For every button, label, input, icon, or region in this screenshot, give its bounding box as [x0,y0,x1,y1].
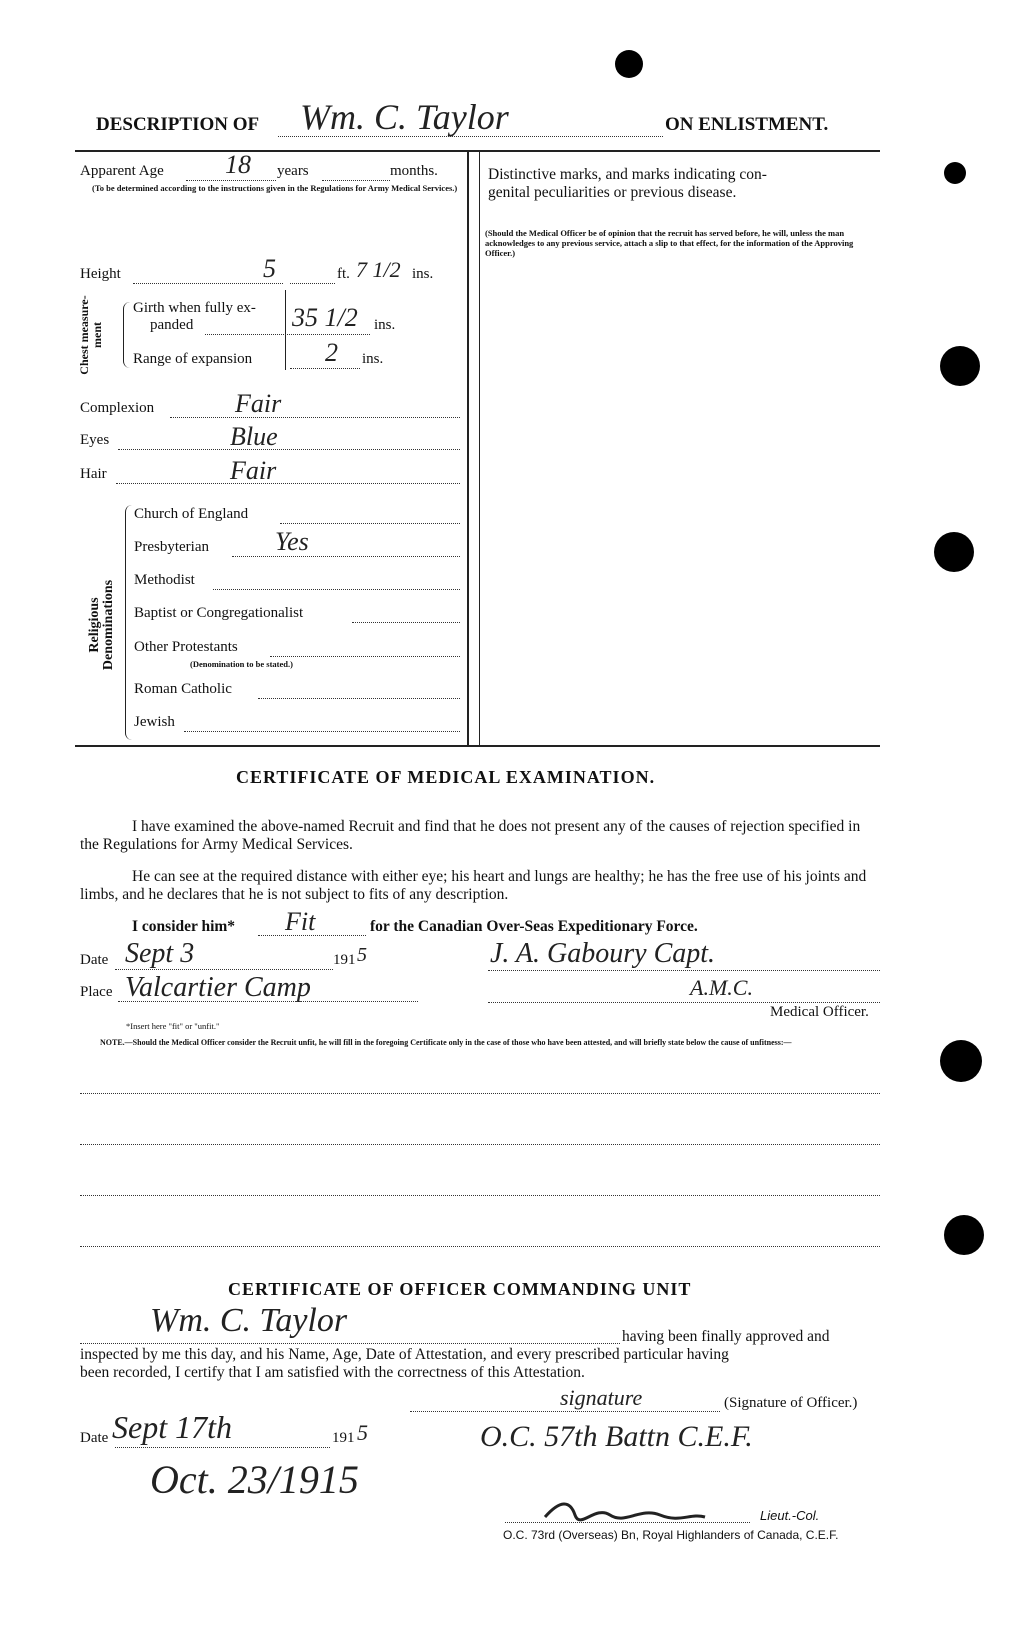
commanding-line-3: been recorded, I certify that I am satisfied with the correctness of this Attestation. [80,1364,585,1381]
medical-officer-label: Medical Officer. [770,1004,869,1020]
officer-signature-line [410,1411,720,1412]
rank-line [488,1002,880,1003]
religion-church-of-england: Church of England [134,506,249,522]
religion-methodist: Methodist [134,572,195,588]
commanding-date-label: Date [80,1430,109,1446]
consider-pre: I consider him* [132,918,236,935]
chest-brace [123,302,130,368]
ft-label: ft. [337,266,350,282]
other-note: (Denomination to be stated.) [190,659,293,669]
consider-value: Fit [285,907,316,936]
girth-unit: ins. [374,317,396,333]
religion-presbyterian: Presbyterian [134,539,209,555]
rank-label: Lieut.-Col. [760,1508,820,1523]
hair-label: Hair [80,466,107,482]
religion-line [184,731,460,732]
height-line [133,283,283,284]
range-unit: ins. [362,351,384,367]
unfit-note: NOTE.—Should the Medical Officer consider the Recruit unfit, he will fill in the foregoing Certificate only in the case of those who have been attested, and will briefly state below the cause of unfitness:— [100,1038,792,1047]
girth-value: 35 1/2 [292,303,358,332]
insert-note: *Insert here "fit" or "unfit." [126,1021,220,1031]
punch-hole [944,1215,984,1255]
eyes-value: Blue [230,422,278,451]
unfit-line [80,1246,880,1247]
medical-date-label: Date [80,952,109,968]
medical-para-2: He can see at the required distance with either eye; his heart and lungs are healthy; he has the free use of his joints and limbs, and he declares that he is not subject to fits of any description. [80,868,867,903]
chest-divider [285,290,286,370]
unit-stamp: O.C. 73rd (Overseas) Bn, Royal Highlanders of Canada, C.E.F. [503,1528,839,1542]
chest-label: Chest measure-ment [77,295,104,375]
religion-other-protestants: Other Protestants [134,639,238,655]
lieut-col-signature [540,1495,710,1525]
commanding-unit: O.C. 57th Battn C.E.F. [480,1420,753,1453]
range-label: Range of expansion [133,351,253,367]
recruit-name-line [80,1343,620,1344]
marks-note: (Should the Medical Officer be of opinion that the recruit has served before, he will, unless the man acknowledges to any previous service, attach a slip to that effect, for the information of the Approving Officer.) [485,228,854,258]
religion-line [352,622,460,623]
age-note: (To be determined according to the instructions given in the Regulations for Army Medical Services.) [92,183,458,193]
complexion-label: Complexion [80,400,155,416]
divider [75,150,880,152]
complexion-line [170,417,460,418]
marks-line-1: Distinctive marks, and marks indicating con- [488,166,767,183]
months-line [322,180,390,181]
second-date: Oct. 23/1915 [150,1457,359,1502]
eyes-label: Eyes [80,432,110,448]
commanding-year-value: 5 [357,1420,368,1445]
commanding-line-1: having been finally approved and [622,1328,830,1345]
religion-line [280,523,460,524]
commanding-recruit-name: Wm. C. Taylor [150,1302,348,1339]
range-line [290,368,360,369]
ft-line [290,283,335,284]
girth-label-1: Girth when fully ex- [133,300,256,316]
place-line [118,1001,418,1002]
medical-officer-signature: J. A. Gaboury Capt. [490,938,716,969]
consider-line [258,935,366,936]
punch-hole [940,346,980,386]
place-value: Valcartier Camp [125,972,311,1003]
religion-baptist: Baptist or Congregationalist [134,605,304,621]
medical-year-prefix: 191 [333,952,356,968]
age-line [186,180,276,181]
months-label: months. [390,163,438,179]
unfit-line [80,1195,880,1196]
punch-hole [934,532,974,572]
religion-jewish: Jewish [134,714,175,730]
medical-certificate-title: CERTIFICATE OF MEDICAL EXAMINATION. [236,767,656,787]
punch-hole [944,162,966,184]
eyes-line [118,449,460,450]
girth-label-2: panded [150,317,194,333]
medical-date-line [115,969,333,970]
height-label: Height [80,266,121,282]
girth-line [205,334,370,335]
age-label: Apparent Age [80,163,164,179]
unfit-line [80,1144,880,1145]
unfit-line [80,1093,880,1094]
divider [75,745,880,747]
header-prefix: DESCRIPTION OF [96,114,260,135]
commanding-date-value: Sept 17th [112,1409,232,1445]
divider [479,150,480,745]
name-line [278,136,663,137]
height-in: 7 1/2 [356,257,401,282]
signature-of-officer-label: (Signature of Officer.) [724,1395,858,1411]
religion-line [270,656,460,657]
height-ft: 5 [263,254,276,283]
recruit-name: Wm. C. Taylor [300,97,509,137]
header-suffix: ON ENLISTMENT. [665,114,829,135]
commanding-year-prefix: 191 [332,1430,355,1446]
officer-signature: signature [560,1385,643,1410]
religion-roman-catholic: Roman Catholic [134,681,232,697]
years-label: years [277,163,309,179]
complexion-value: Fair [235,389,282,418]
marks-line-2: genital peculiarities or previous disease. [488,184,737,201]
hair-value: Fair [230,456,277,485]
punch-hole [940,1040,982,1082]
presbyterian-value: Yes [275,527,309,556]
hair-line [116,483,460,484]
commanding-certificate-title: CERTIFICATE OF OFFICER COMMANDING UNIT [228,1279,692,1299]
punch-hole [615,50,643,78]
medical-para-1: I have examined the above-named Recruit and find that he does not present any of the causes of rejection specified in the Regulations for Army Medical Services. [80,818,861,853]
religion-line [232,556,460,557]
place-label: Place [80,984,113,1000]
lieut-col-line [505,1522,750,1523]
medical-date-value: Sept 3 [125,938,195,969]
ins-label: ins. [412,266,434,282]
religion-heading: Religious Denominations [87,579,116,671]
religion-line [258,698,460,699]
medical-officer-rank: A.M.C. [690,975,753,1000]
religion-line [213,589,460,590]
signature-line [488,970,880,971]
commanding-line-2: inspected by me this day, and his Name, Age, Date of Attestation, and every prescribed particular having [80,1346,729,1363]
divider [467,150,469,745]
consider-post: for the Canadian Over-Seas Expeditionary Force. [370,918,698,935]
medical-year-value: 5 [357,944,367,966]
commanding-date-line [115,1447,330,1448]
religion-brace [125,505,132,740]
age-value: 18 [225,150,251,179]
range-value: 2 [325,338,338,367]
